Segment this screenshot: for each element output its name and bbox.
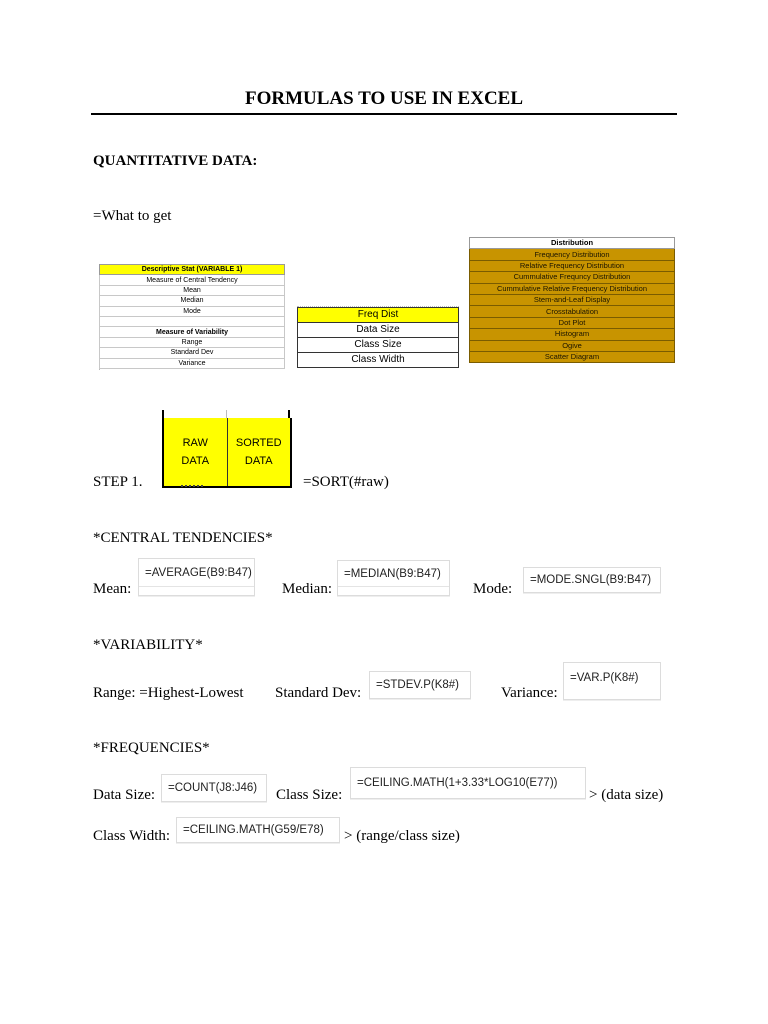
data-size-formula-snippet bbox=[161, 774, 267, 802]
table-cell: Median bbox=[100, 296, 285, 306]
table-cell: Variance bbox=[100, 358, 285, 368]
table-cell: Data Size bbox=[298, 323, 459, 338]
table-edge-line bbox=[288, 410, 290, 418]
table-cell bbox=[100, 316, 285, 326]
mean-label: Mean: bbox=[93, 581, 132, 597]
distribution-header: Distribution bbox=[470, 238, 675, 249]
variability-heading: *VARIABILITY* bbox=[93, 637, 203, 653]
distribution-table bbox=[469, 237, 675, 363]
class-width-note: > (range/class size) bbox=[344, 828, 460, 844]
range-text: Range: =Highest-Lowest bbox=[93, 685, 244, 701]
std-dev-formula-snippet bbox=[369, 671, 471, 699]
class-size-label: Class Size: bbox=[276, 787, 343, 803]
data-size-label: Data Size: bbox=[93, 787, 156, 803]
variance-formula: =VAR.P(K8#) bbox=[570, 672, 639, 684]
std-dev-label: Standard Dev: bbox=[275, 685, 362, 701]
central-tendencies-heading: *CENTRAL TENDENCIES* bbox=[93, 530, 273, 546]
table-edge-line bbox=[226, 410, 227, 418]
table-cell: Stem-and-Leaf Display bbox=[470, 294, 675, 305]
section-quantitative: QUANTITATIVE DATA: bbox=[93, 153, 258, 169]
class-size-formula-snippet bbox=[350, 767, 586, 799]
raw-sorted-data-box bbox=[162, 418, 292, 488]
table-cell: Range bbox=[100, 337, 285, 347]
descriptive-stat-table bbox=[99, 264, 285, 369]
table-cell: Cummulative Frequncy Distribution bbox=[470, 272, 675, 283]
median-formula-snippet bbox=[337, 560, 450, 596]
variance-formula-snippet bbox=[563, 662, 661, 700]
variability-header: Measure of Variability bbox=[100, 327, 285, 337]
class-width-formula: =CEILING.MATH(G59/E78) bbox=[183, 824, 324, 836]
descriptive-header: Descriptive Stat (VARIABLE 1) bbox=[100, 265, 285, 275]
table-cell: Mean bbox=[100, 285, 285, 295]
mean-formula-snippet bbox=[138, 558, 255, 596]
what-to-get-text: =What to get bbox=[93, 208, 172, 224]
class-width-label: Class Width: bbox=[93, 828, 171, 844]
cropped-cell-fragment bbox=[181, 485, 203, 489]
table-cell: Measure of Central Tendency bbox=[100, 275, 285, 285]
page-title: FORMULAS TO USE IN EXCEL bbox=[244, 88, 524, 109]
table-cell: Scatter Diagram bbox=[470, 351, 675, 362]
class-size-formula: =CEILING.MATH(1+3.33*LOG10(E77)) bbox=[357, 777, 558, 789]
mode-formula: =MODE.SNGL(B9:B47) bbox=[530, 574, 652, 586]
freq-dist-table bbox=[297, 307, 459, 368]
table-cell: Histogram bbox=[470, 329, 675, 340]
table-cell: Cummulative Relative Frequency Distribution bbox=[470, 283, 675, 294]
sorted-data-cell: SORTED DATA bbox=[227, 418, 291, 486]
table-edge-line bbox=[162, 410, 164, 418]
raw-data-cell: RAW DATA bbox=[181, 437, 210, 467]
variance-label: Variance: bbox=[501, 685, 558, 701]
class-width-formula-snippet bbox=[176, 817, 340, 843]
table-cell: Class Size bbox=[298, 338, 459, 353]
class-size-note: > (data size) bbox=[589, 787, 664, 803]
mode-label: Mode: bbox=[473, 581, 513, 597]
table-cell: Frequency Distribution bbox=[470, 249, 675, 260]
table-cell: Class Width bbox=[298, 353, 459, 368]
table-cell: Mode bbox=[100, 306, 285, 316]
freq-dist-header: Freq Dist bbox=[298, 308, 459, 323]
std-dev-formula: =STDEV.P(K8#) bbox=[376, 679, 459, 691]
mode-formula-snippet bbox=[523, 567, 661, 593]
table-cell: Crosstabulation bbox=[470, 306, 675, 317]
median-formula: =MEDIAN(B9:B47) bbox=[344, 568, 441, 580]
table-cell: Dot Plot bbox=[470, 317, 675, 328]
table-cell: Relative Frequency Distribution bbox=[470, 260, 675, 271]
step1-label: STEP 1. bbox=[93, 474, 143, 490]
title-underline bbox=[91, 113, 677, 115]
mean-formula: =AVERAGE(B9:B47) bbox=[145, 567, 252, 579]
data-size-formula: =COUNT(J8:J46) bbox=[168, 782, 258, 794]
median-label: Median: bbox=[282, 581, 332, 597]
sort-formula-text: =SORT(#raw) bbox=[303, 474, 389, 490]
frequencies-heading: *FREQUENCIES* bbox=[93, 740, 210, 756]
table-cell: Ogive bbox=[470, 340, 675, 351]
table-cell: Standard Dev bbox=[100, 348, 285, 358]
